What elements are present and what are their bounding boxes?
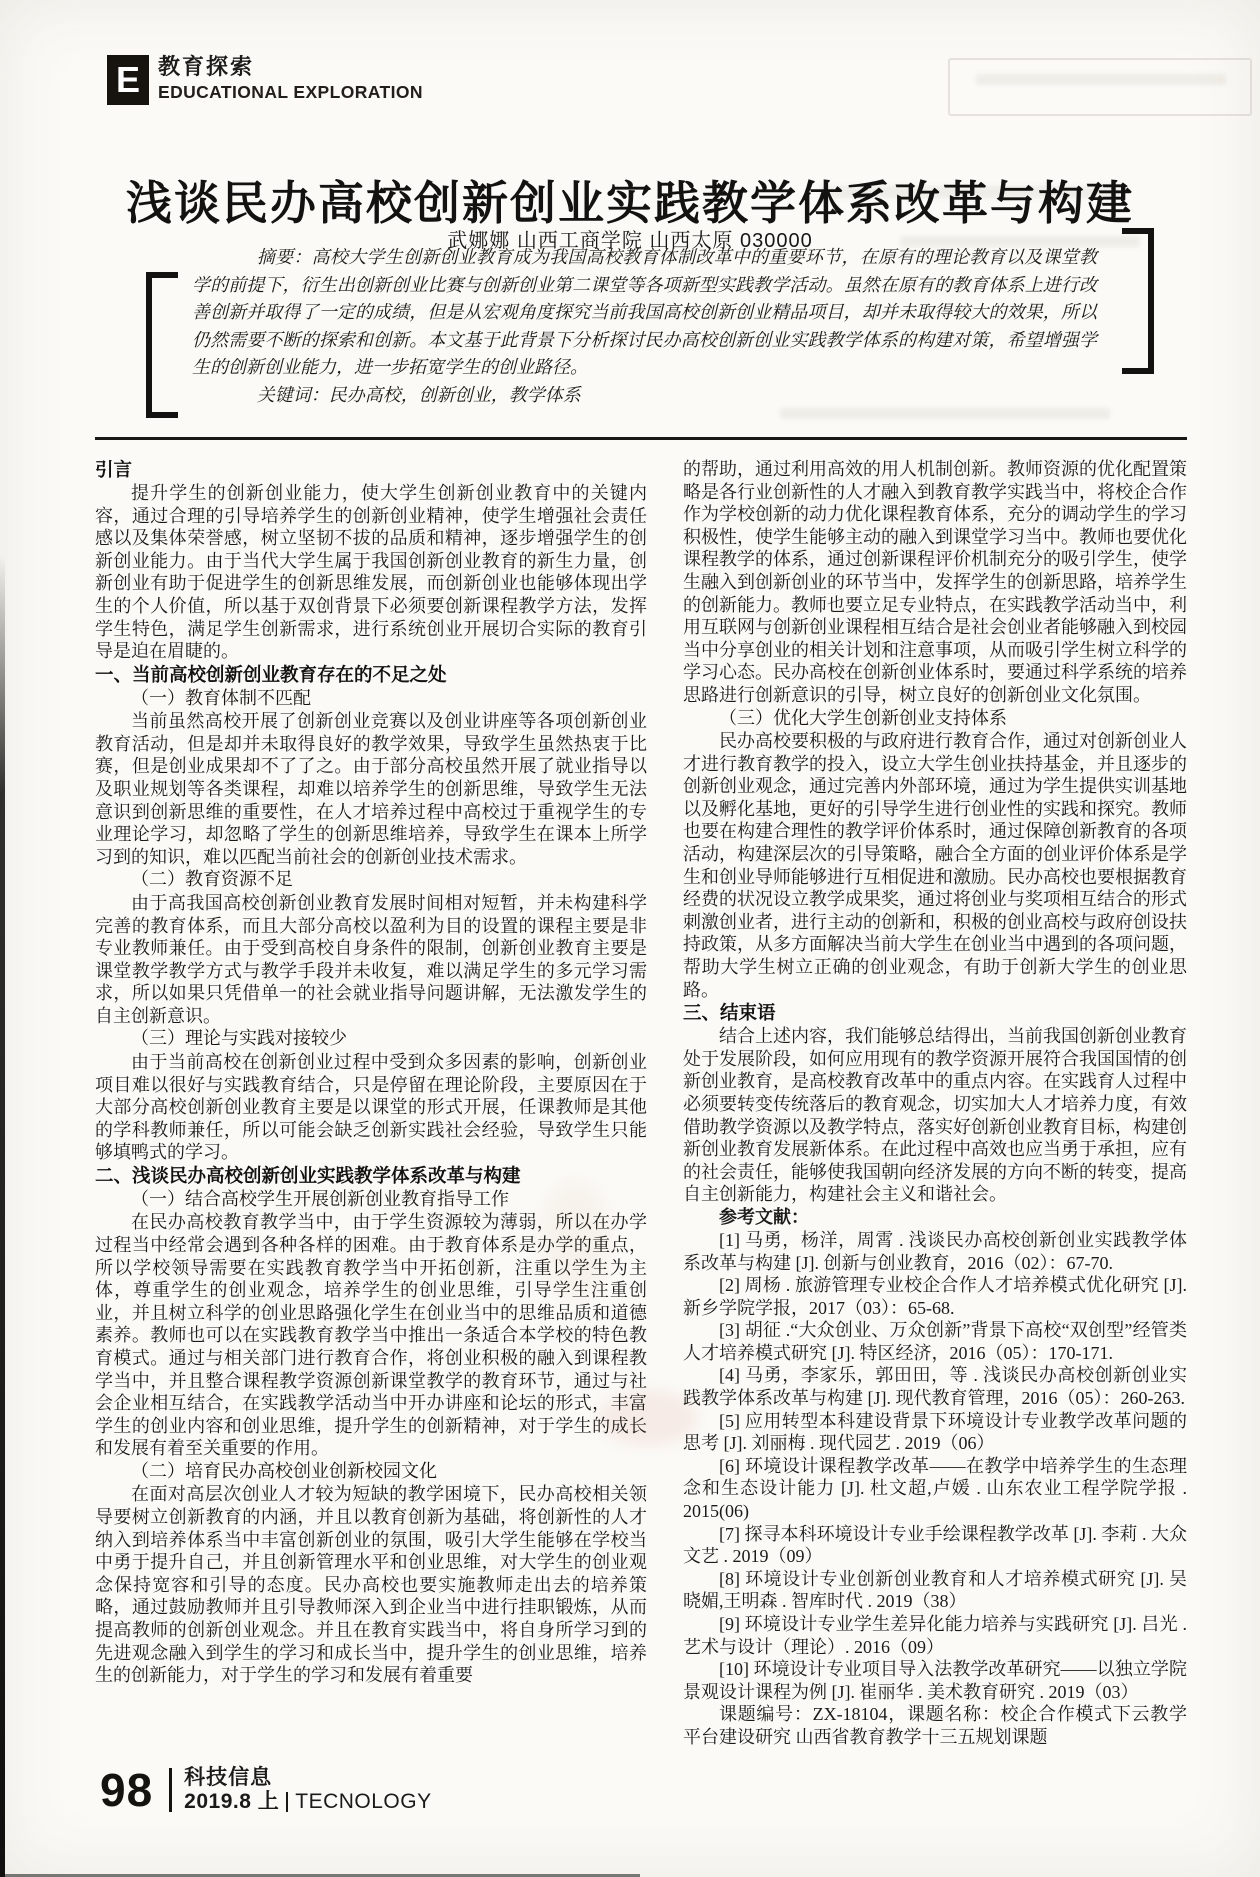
reference-item: [2] 周杨 . 旅游管理专业校企合作人才培养模式优化研究 [J]. 新乡学院学报，2017（03）：65-68. xyxy=(683,1275,1187,1318)
section3-heading: 三、结束语 xyxy=(683,1002,776,1024)
section1-1-paragraph: 当前虽然高校开展了创新创业竞赛以及创业讲座等各项创新创业教育活动，但是却并未取得良好的教学效果，导致学生虽然热衷于比赛，但是创业成果却不了了之。由于部分高校虽然开展了就业指导以及职业规划等各类课程，却难以培养学生的创新思维，导致学生无法意识到创新思维的重要性，在人才培养过程中高校过于重视学生的专业理论学习，却忽略了学生的创新思维培养，导致学生在课本上所学习到的知识，难以匹配当前社会的创新创业技术需求。 xyxy=(95,711,647,867)
footer-brand: TECNOLOGY xyxy=(295,1790,432,1813)
journal-masthead xyxy=(107,55,423,105)
abstract-text: 摘要：高校大学生创新创业教育成为我国高校教育体制改革中的重要环节，在原有的理论教育以及课堂教学的前提下，衍生出创新创业比赛与创新创业第二课堂等各项新型实践教学活动。虽然在原有的教育体系上进行改善创新并取得了一定的成绩，但是从宏观角度探究当前我国高校创新创业精品项目，却并未取得较大的效果，所以仍然需要不断的探索和创新。本文基于此背景下分析探讨民办高校创新创业实践教学体系的构建对策，希望增强学生的创新创业能力，进一步拓宽学生的创业路径。 xyxy=(192,247,1097,377)
footer-journal-block xyxy=(184,1766,431,1814)
journal-name-chinese: 教育探索 xyxy=(158,54,255,79)
section1-2-paragraph: 由于高我国高校创新创业教育发展时间相对短暂，并未构建科学完善的教育体系，而且大部分高校以盈利为目的设置的课程主要是非专业教师兼任。由于受到高校自身条件的限制，创新创业教育主要是课堂教学教学方式与教学手段并未收复，难以满足学生的多元学习需求，所以如果只凭借单一的社会就业指导问题讲解，无法激发学生的自主创新意识。 xyxy=(95,892,647,1026)
reference-item: [10] 环境设计专业项目导入法教学改革研究——以独立学院景观设计课程为例 [J]. 崔丽华 . 美术教育研究 . 2019（03） xyxy=(683,1659,1187,1702)
abstract-bracket-right-icon xyxy=(1122,228,1154,374)
section1-1-heading: （一）教育体制不匹配 xyxy=(131,687,311,708)
section2-heading: 二、浅谈民办高校创新创业实践教学体系改革与构建 xyxy=(95,1164,521,1186)
article-title: 浅谈民办高校创新创业实践教学体系改革与构建 xyxy=(126,176,1134,229)
section2-2-heading: （二）培育民办高校创业创新校园文化 xyxy=(131,1460,437,1481)
scan-bleedthrough-artifact xyxy=(948,58,1252,116)
intro-paragraph: 提升学生的创新创业能力，使大学生创新创业教育中的关键内容，通过合理的引导培养学生的创新创业精神，使学生增强社会责任感以及集体荣誉感，树立坚韧不拔的品质和精神，逐步增强学生的创新创业能力。由于当代大学生属于我国创新创业教育的新生力量，创新创业有助于促进学生的创新思维发展，而创新创业也能够体现出学生的个人价值，所以基于双创背景下必须要创新课程教学方法，发挥学生特色，满足学生创新需求，进行系统创业开展切合实际的教育引导是迫在眉睫的。 xyxy=(95,483,647,662)
reference-item: [9] 环境设计专业学生差异化能力培养与实践研究 [J]. 吕光 . 艺术与设计（理论）. 2016（09） xyxy=(683,1614,1187,1657)
section2-3-heading: （三）优化大学生创新创业支持体系 xyxy=(719,707,1007,728)
scan-edge-artifact xyxy=(0,555,5,1877)
references-heading: 参考文献： xyxy=(719,1206,809,1227)
journal-logo xyxy=(107,55,149,105)
section3-paragraph: 结合上述内容，我们能够总结得出，当前我国创新创业教育处于发展阶段，如何应用现有的教学资源开展符合我国国情的创新创业教育，是高校教育改革中的重点内容。在实践育人过程中必须要转变传统落后的教育观念，切实加大人才培养力度，有效借助教学资源以及教学特点，落实好创新创业教育目标，构建创新创业教育发展新体系。在此过程中高效也应当勇于承担，应有的社会责任，能够使我国朝向经济发展的方向不断的转变，提高自主创新能力，构建社会主义和谐社会。 xyxy=(683,1026,1187,1205)
reference-item: [7] 探寻本科环境设计专业手绘课程教学改革 [J]. 李莉 . 大众文艺 . 2019（09） xyxy=(683,1523,1187,1567)
footer-issue: 2019.8 上 xyxy=(184,1790,280,1813)
section1-3-heading: （三）理论与实践对接较少 xyxy=(131,1028,347,1049)
section2-2-paragraph: 在面对高层次创业人才较为短缺的教学困境下，民办高校相关领导要树立创新教育的内涵，并且以教育创新为基础，将创新性的人才纳入到培养体系当中丰富创新创业的氛围，吸引大学生能够在学校当中勇于提升自己，并且创新管理水平和创业思维，对大学生的创业观念保持宽容和引导的态度。民办高校也要实施教师走出去的培养策略，通过鼓励教师并且引导教师深入到企业当中进行挂职锻炼，从而提高教师的创新创业观念。并且在教育实践当中，将自身所学习到的先进观念融入到学生的学习和成长当中，提升学生的创业思维，培养生的创新能力，对于学生的学习和发展有着重要 xyxy=(95,1484,647,1686)
section1-2-heading: （二）教育资源不足 xyxy=(131,869,293,890)
scan-bleedthrough-artifact xyxy=(976,74,1226,85)
section1-3-paragraph: 由于当前高校在创新创业过程中受到众多因素的影响，创新创业项目难以很好与实践教育结合，只是停留在理论阶段，主要原因在于大部分高校创新创业教育主要是以课堂的形式开展，任课教师是其他的学科教师兼任，所以可能会缺乏创新实践社会经验，导致学生只能够填鸭式的学习。 xyxy=(95,1051,647,1163)
article-body xyxy=(95,458,1187,1749)
reference-item: [4] 马勇，李家乐，郭田田，等 . 浅谈民办高校创新创业实践教学体系改革与构建 [J]. 现代教育管理，2016（05）：260-263. xyxy=(683,1365,1187,1409)
abstract-block xyxy=(150,247,1140,430)
left-column xyxy=(95,458,647,1749)
reference-item: [3] 胡征 .“大众创业、万众创新”背景下高校“双创型”经管类人才培养模式研究 [J]. 特区经济，2016（05）：170-171. xyxy=(683,1320,1187,1363)
project-note: 课题编号：ZX-18104，课题名称：校企合作模式下云教学平台建设研究 山西省教育教学十三五规划课题 xyxy=(683,1704,1187,1747)
journal-logo-letter: E xyxy=(115,59,140,100)
keywords-text: 关键词：民办高校，创新创业，教学体系 xyxy=(256,385,581,405)
section1-heading: 一、当前高校创新创业教育存在的不足之处 xyxy=(95,663,447,685)
reference-item: [8] 环境设计专业创新创业教育和人才培养模式研究 [J]. 吴晓媚,王明森 . 智库时代 . 2019（38） xyxy=(683,1568,1187,1612)
footer-issue-row xyxy=(184,1789,431,1814)
page-number: 98 xyxy=(100,1764,154,1816)
right-column xyxy=(683,458,1187,1749)
reference-item: [1] 马勇，杨洋，周霄 . 浅谈民办高校创新创业实践教学体系改革与构建 [J]. 创新与创业教育，2016（02）：67-70. xyxy=(683,1229,1187,1273)
section2-1-paragraph: 在民办高校教育教学当中，由于学生资源较为薄弱，所以在办学过程当中经常会遇到各种各样的困难。由于教育体系是办学的重点，所以学校领导需要在实践教育教学当中开拓创新，注重以学生为主体，尊重学生的创业观念，培养学生的创业思维，引导学生注重创业，并且树立科学的创业思路强化学生在创业当中的思维品质和道德素养。教师也可以在实践教育教学当中推出一条适合本学校的特色教育模式。通过与相关部门进行教育合作，将创业积极的融入到课程教学当中，并且整合课程教学资源创新课堂教学的教育环节，通过与社会企业相互结合，在实践教学活动当中开办讲座和论坛的形式，丰富学生的创业内容和创业思维，提升学生的创新精神，对于学生的成长和发展有着至关重要的作用。 xyxy=(95,1212,647,1459)
reference-item: [5] 应用转型本科建设背景下环境设计专业教学改革问题的思考 [J]. 刘丽梅 . 现代园艺 . 2019（06） xyxy=(683,1410,1187,1454)
abstract-bracket-left-icon xyxy=(146,272,178,418)
journal-name-block xyxy=(158,55,423,103)
page-footer xyxy=(100,1763,432,1817)
footer-divider-small xyxy=(286,1792,288,1812)
section2-3-paragraph: 民办高校要积极的与政府进行教育合作，通过对创新创业人才进行教育教学的投入，设立大学生创业扶持基金，并且逐步的创新创业观念，通过完善内外部环境，通过为学生提供实训基地以及孵化基地，更好的引导学生进行创业性的实践和探究。教师也要在构建合理性的教学评价体系时，通过保障创新教育的各项活动，构建深层次的引导策略，融合全方面的创业评价体系是学生和创业导师能够进行互相促进和激励。民办高校也要根据教育经费的状况设立教学成果奖，通过将创业与奖项相互结合的形式刺激创业者，进行主动的创新和，积极的创业高校与政府创设扶持政策，从多方面解决当前大学生在创业当中遇到的各项问题，帮助大学生树立正确的创业观念，有助于创新大学生的创业思路。 xyxy=(683,731,1187,1000)
section2-2-continuation-paragraph: 的帮助，通过利用高效的用人机制创新。教师资源的优化配置策略是各行业创新性的人才融入到教育教学实践当中，将校企合作作为学校创新的动力优化课程教育体系，充分的调动学生的学习积极性，使学生能够主动的融入到课堂学习当中。教师也要优化课程教学的体系，通过创新课程评价机制充分的吸引学生，使学生融入到创新创业的环节当中，发挥学生的创新思路，培养学生的创新能力。教师也要立足专业特点，在实践教学活动当中，利用互联网与创新创业课程相互结合是社会创业者能够融入到校园当中分享创业的相关计划和注意事项，从而吸引学生树立科学的学习心态。民办高校在创新创业体系时，要通过科学系统的培养思路进行创新意识的引导，树立良好的创新创业文化氛围。 xyxy=(683,459,1187,705)
section2-1-heading: （一）结合高校学生开展创新创业教育指导工作 xyxy=(131,1188,509,1209)
intro-heading: 引言 xyxy=(95,459,133,480)
footer-divider xyxy=(169,1768,172,1812)
header-divider-rule xyxy=(95,437,1187,440)
footer-journal-name: 科技信息 xyxy=(184,1766,273,1789)
reference-item: [6] 环境设计课程教学改革——在教学中培养学生的生态理念和生态设计能力 [J]. 杜文超,卢媛 . 山东农业工程学院学报 . 2015(06) xyxy=(683,1455,1187,1522)
journal-name-english: EDUCATIONAL EXPLORATION xyxy=(158,82,423,102)
author-byline: 武娜娜 山西工商学院 山西太原 030000 xyxy=(447,230,813,252)
